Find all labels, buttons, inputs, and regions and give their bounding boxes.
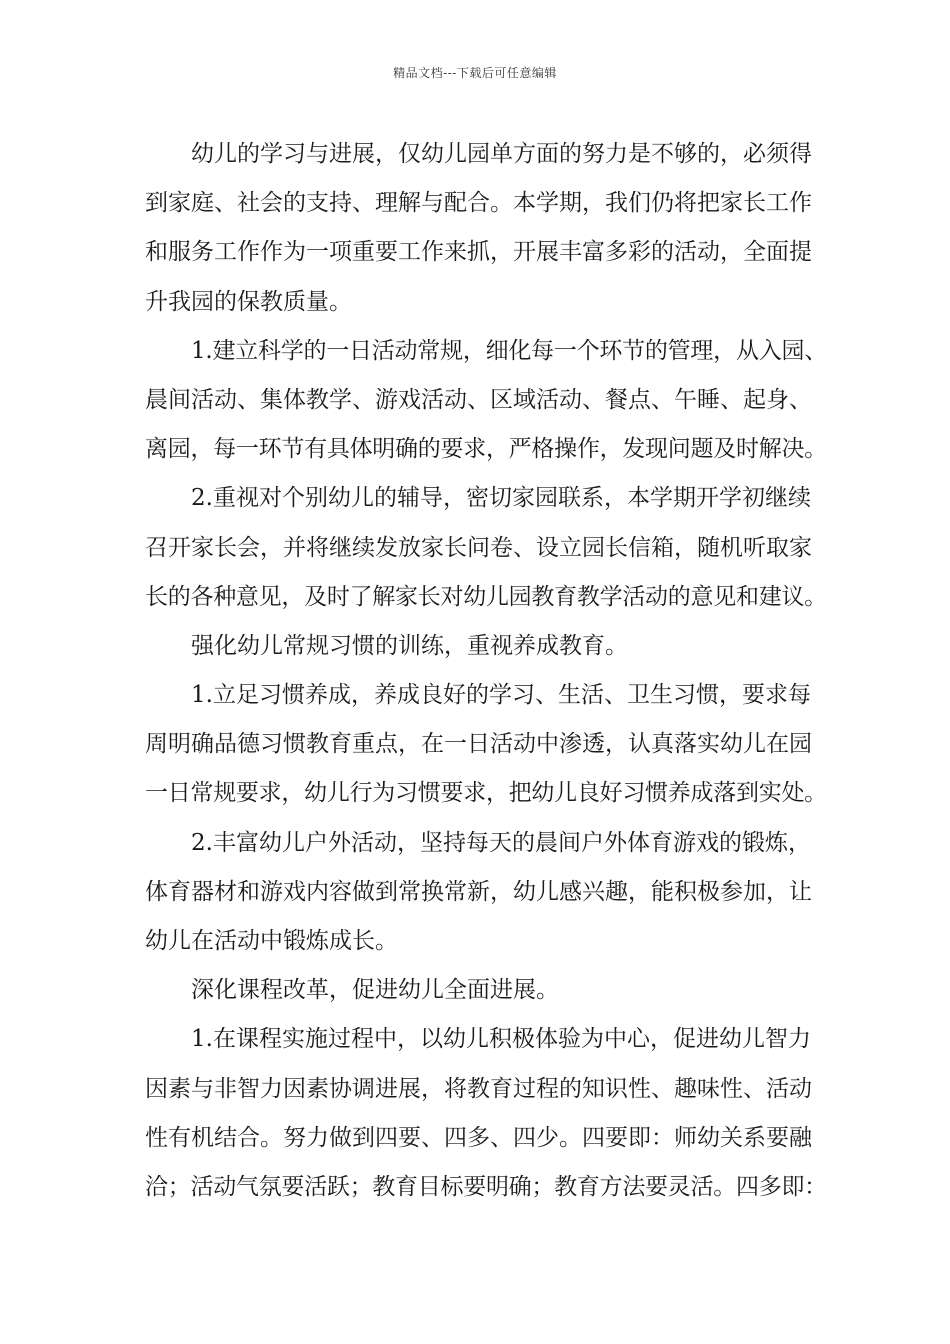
text-line: 2.重视对个别幼儿的辅导，密切家园联系，本学期开学初继续: [191, 485, 811, 512]
text-line: 离园，每一环节有具体明确的要求，严格操作，发现问题及时解决。: [145, 436, 827, 463]
text-line: 幼儿的学习与进展，仅幼儿园单方面的努力是不够的，必须得: [191, 141, 812, 167]
text-line: 幼儿在活动中锻炼成长。: [145, 928, 398, 954]
text-line: 到家庭、社会的支持、理解与配合。本学期，我们仍将把家长工作: [145, 190, 812, 217]
text-line: 1.建立科学的一日活动常规，细化每一个环节的管理，从入园、: [191, 337, 827, 364]
text-line: 性有机结合。努力做到四要、四多、四少。四要即：师幼关系要融: [145, 1124, 812, 1151]
text-line: 因素与非智力因素协调进展，将教育过程的知识性、趣味性、活动: [145, 1075, 812, 1102]
text-line: 洽；活动气氛要活跃；教育目标要明确；教育方法要灵活。四多即：: [145, 1173, 827, 1200]
text-line: 周明确品德习惯教育重点，在一日活动中渗透，认真落实幼儿在园: [145, 731, 812, 758]
text-line: 2.丰富幼儿户外活动，坚持每天的晨间户外体育游戏的锻炼，: [191, 829, 811, 856]
text-line: 1.立足习惯养成，养成良好的学习、生活、卫生习惯，要求每: [191, 682, 811, 709]
page-header: 精品文档---下载后可任意编辑: [393, 66, 557, 80]
text-line: 晨间活动、集体教学、游戏活动、区域活动、餐点、午睡、起身、: [145, 386, 812, 413]
text-line: 升我园的保教质量。: [145, 288, 352, 315]
text-line: 深化课程改革，促进幼儿全面进展。: [191, 977, 559, 1004]
text-line: 和服务工作作为一项重要工作来抓，开展丰富多彩的活动，全面提: [145, 239, 812, 266]
body-text: [145, 130, 827, 1212]
text-line: 召开家长会，并将继续发放家长问卷、设立园长信箱，随机听取家: [145, 534, 812, 561]
text-line: 长的各种意见，及时了解家长对幼儿园教育教学活动的意见和建议。: [145, 583, 827, 610]
text-line: 体育器材和游戏内容做到常换常新，幼儿感兴趣，能积极参加，让: [145, 878, 812, 905]
text-line: 1.在课程实施过程中，以幼儿积极体验为中心，促进幼儿智力: [191, 1026, 811, 1053]
text-line: 一日常规要求，幼儿行为习惯要求，把幼儿良好习惯养成落到实处。: [145, 780, 827, 807]
text-line: 强化幼儿常规习惯的训练，重视养成教育。: [191, 632, 628, 659]
